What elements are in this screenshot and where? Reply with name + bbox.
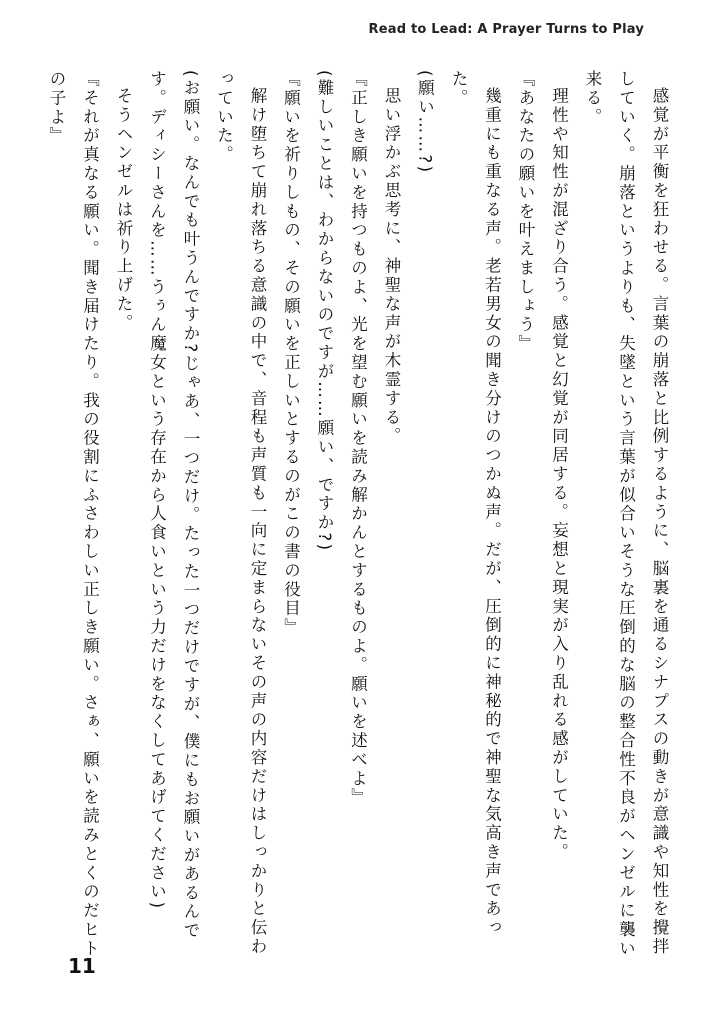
- dialogue-line: (お願い。なんでも叶うんですか?じゃあ、一つだけ。たった一つだけですが、僕にもお願いがあるんです。ディシーさんを……うぅん魔女という存在から人食いという力だけをなくしてあげてください): [147, 70, 200, 941]
- dialogue-line: (難しいことは、わからないのですが……願い、ですか?): [315, 70, 334, 553]
- dialogue-line: 『それが真なる願い。聞き届けたり。我の役割にふさわしい正しき願い。さぁ、願いを読みとくのだヒトの子よ』: [47, 70, 100, 959]
- paragraph: 解け堕ちて崩れ落ちる意識の中で、音程も声質も一向に定まらないその声の内容だけはしっかりと伝わっていた。: [214, 70, 267, 956]
- vertical-body-text: [47, 70, 676, 970]
- dialogue-line: 『あなたの願いを叶えましょう』: [516, 70, 535, 354]
- paragraph: 幾重にも重なる声。老若男女の聞き分けのつかぬ声。だが、圧倒的に神秘的で神聖な気高き声であった。: [449, 70, 502, 937]
- paragraph: 思い浮かぶ思考に、神聖な声が木霊する。: [382, 86, 401, 446]
- dialogue-line: (願い……?): [415, 70, 435, 175]
- paragraph: 感覚が平衡を狂わせる。言葉の崩落と比例するように、脳裏を通るシナプスの動きが意識や知性を攪拌していく。崩落というよりも、失墜という言葉が似合いそうな圧倒的な脳の整合性不良がヘンゼルに襲い来る。: [583, 70, 669, 959]
- paragraph: 理性や知性が混ざり合う。感覚と幻覚が同居する。妄想と現実が入り乱れる感がしていた。: [549, 86, 569, 862]
- dialogue-line: 『正しき願いを持つものよ、光を望む願いを読み解かんとするものよ。願いを述べよ』: [348, 70, 368, 808]
- running-header: Read to Lead: A Prayer Turns to Play: [368, 22, 644, 37]
- paragraph: そうヘンゼルは祈り上げた。: [114, 86, 133, 333]
- page-number: 11: [68, 954, 96, 978]
- dialogue-line: 『願いを祈りしもの、その願いを正しいとするのがこの書の役目』: [281, 70, 301, 637]
